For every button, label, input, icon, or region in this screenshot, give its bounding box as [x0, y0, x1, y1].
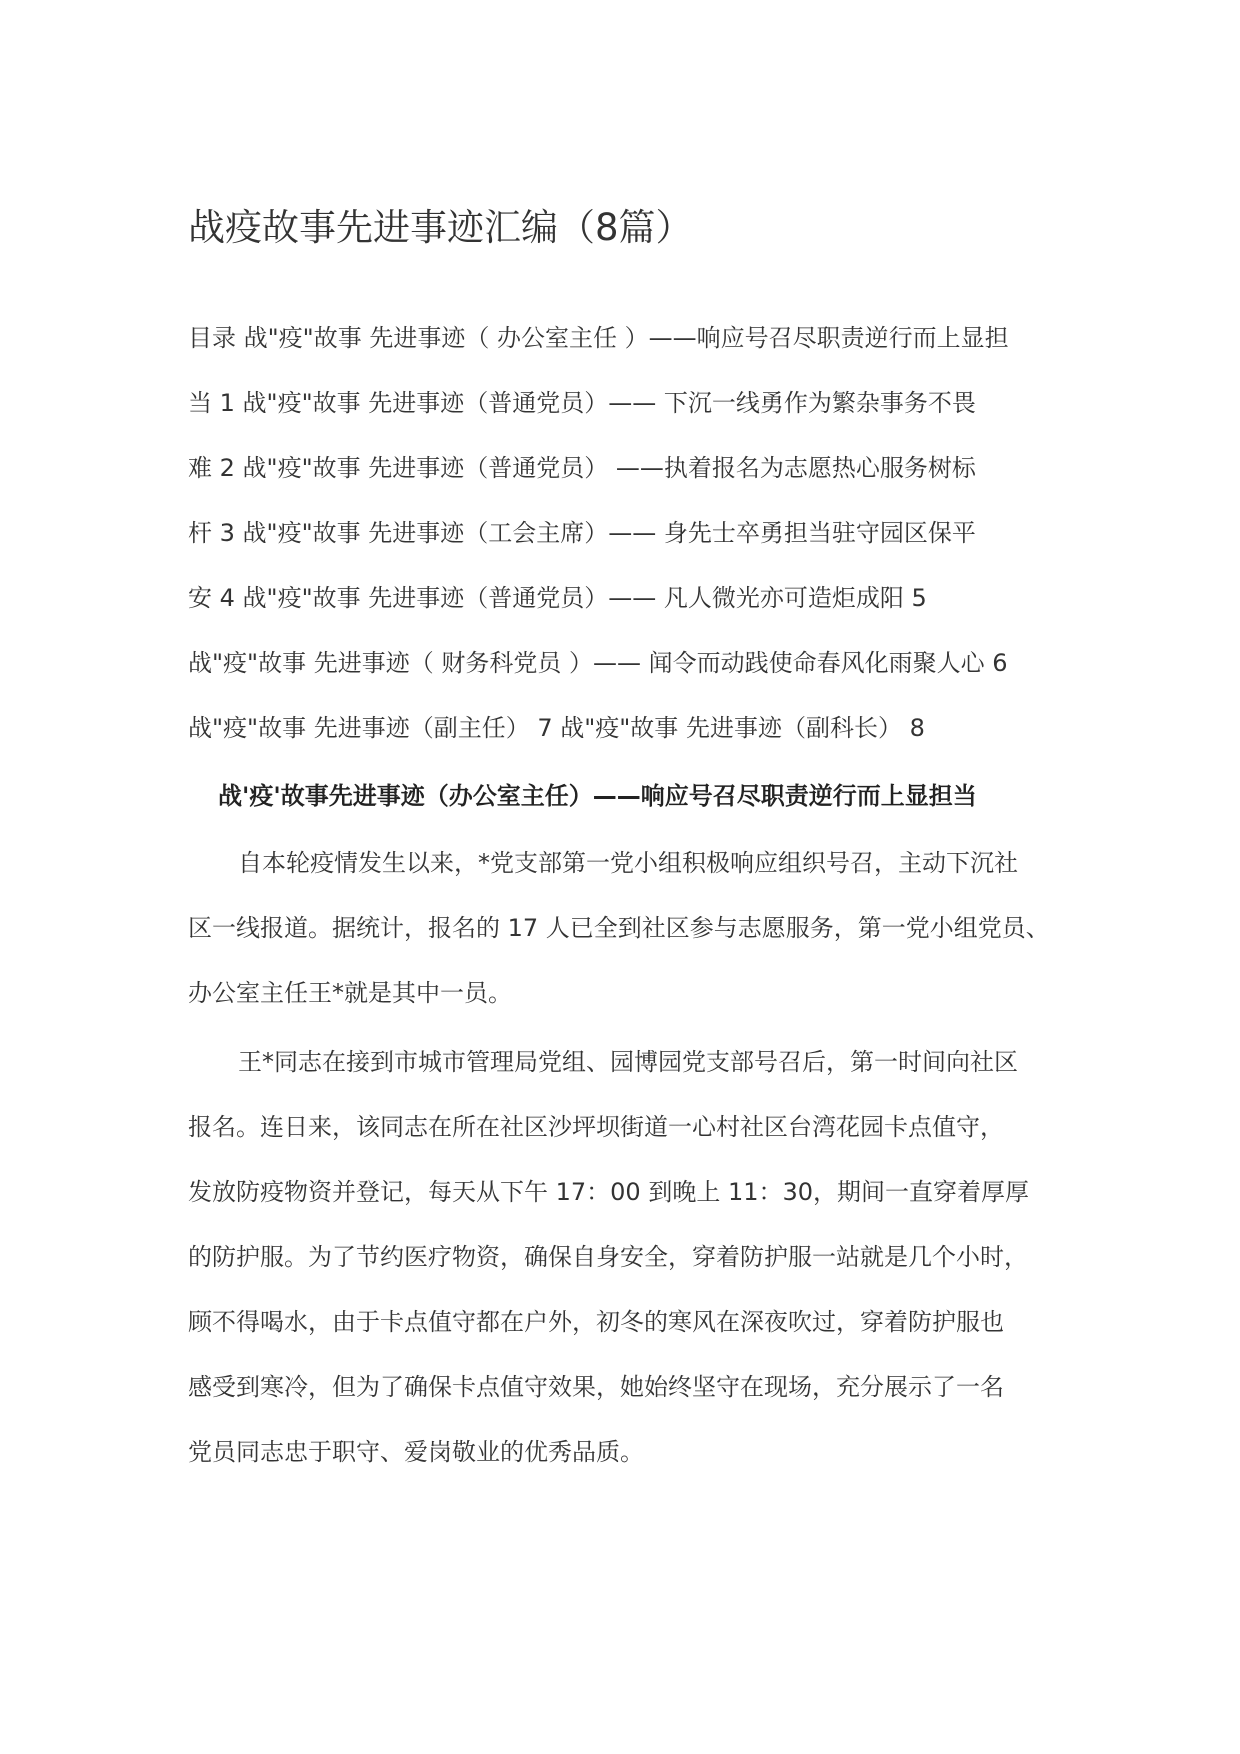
paragraph-line: 感受到寒冷，但为了确保卡点值守效果，她始终坚守在现场，充分展示了一名: [188, 1373, 1004, 1401]
section-heading: 战'疫'故事先进事迹（办公室主任）——响应号召尽职责逆行而上显担当: [218, 782, 977, 810]
paragraph-line: 王*同志在接到市城市管理局党组、园博园党支部号召后，第一时间向社区: [238, 1048, 1018, 1076]
paragraph-line: 区一线报道。据统计，报名的 17 人已全到社区参与志愿服务，第一党小组党员、: [188, 914, 1050, 942]
toc-line: 战"疫"故事 先进事迹（ 财务科党员 ）—— 闻令而动践使命春风化雨聚人心 6: [188, 649, 1008, 677]
paragraph-line: 的防护服。为了节约医疗物资，确保自身安全，穿着防护服一站就是几个小时，: [188, 1243, 1028, 1271]
paragraph-line: 发放防疫物资并登记，每天从下午 17：00 到晚上 11：30，期间一直穿着厚厚: [188, 1178, 1030, 1206]
paragraph-line: 报名。连日来，该同志在所在社区沙坪坝街道一心村社区台湾花园卡点值守，: [188, 1113, 1004, 1141]
toc-line: 目录 战"疫"故事 先进事迹（ 办公室主任 ）——响应号召尽职责逆行而上显担: [188, 324, 1009, 352]
paragraph-line: 顾不得喝水，由于卡点值守都在户外，初冬的寒风在深夜吹过，穿着防护服也: [188, 1308, 1004, 1336]
paragraph-line: 自本轮疫情发生以来，*党支部第一党小组积极响应组织号召，主动下沉社: [238, 849, 1018, 877]
toc-line: 安 4 战"疫"故事 先进事迹（普通党员）—— 凡人微光亦可造炬成阳 5: [188, 584, 927, 612]
toc-line: 杆 3 战"疫"故事 先进事迹（工会主席）—— 身先士卒勇担当驻守园区保平: [188, 519, 976, 547]
paragraph-line: 党员同志忠于职守、爱岗敬业的优秀品质。: [188, 1438, 644, 1466]
toc-line: 难 2 战"疫"故事 先进事迹（普通党员） ——执着报名为志愿热心服务树标: [188, 454, 976, 482]
toc-line: 战"疫"故事 先进事迹（副主任） 7 战"疫"故事 先进事迹（副科长） 8: [188, 714, 925, 742]
toc-line: 当 1 战"疫"故事 先进事迹（普通党员）—— 下沉一线勇作为繁杂事务不畏: [188, 389, 976, 417]
paragraph-line: 办公室主任王*就是其中一员。: [188, 979, 512, 1007]
document-title: 战疫故事先进事迹汇编（8篇）: [188, 206, 693, 249]
